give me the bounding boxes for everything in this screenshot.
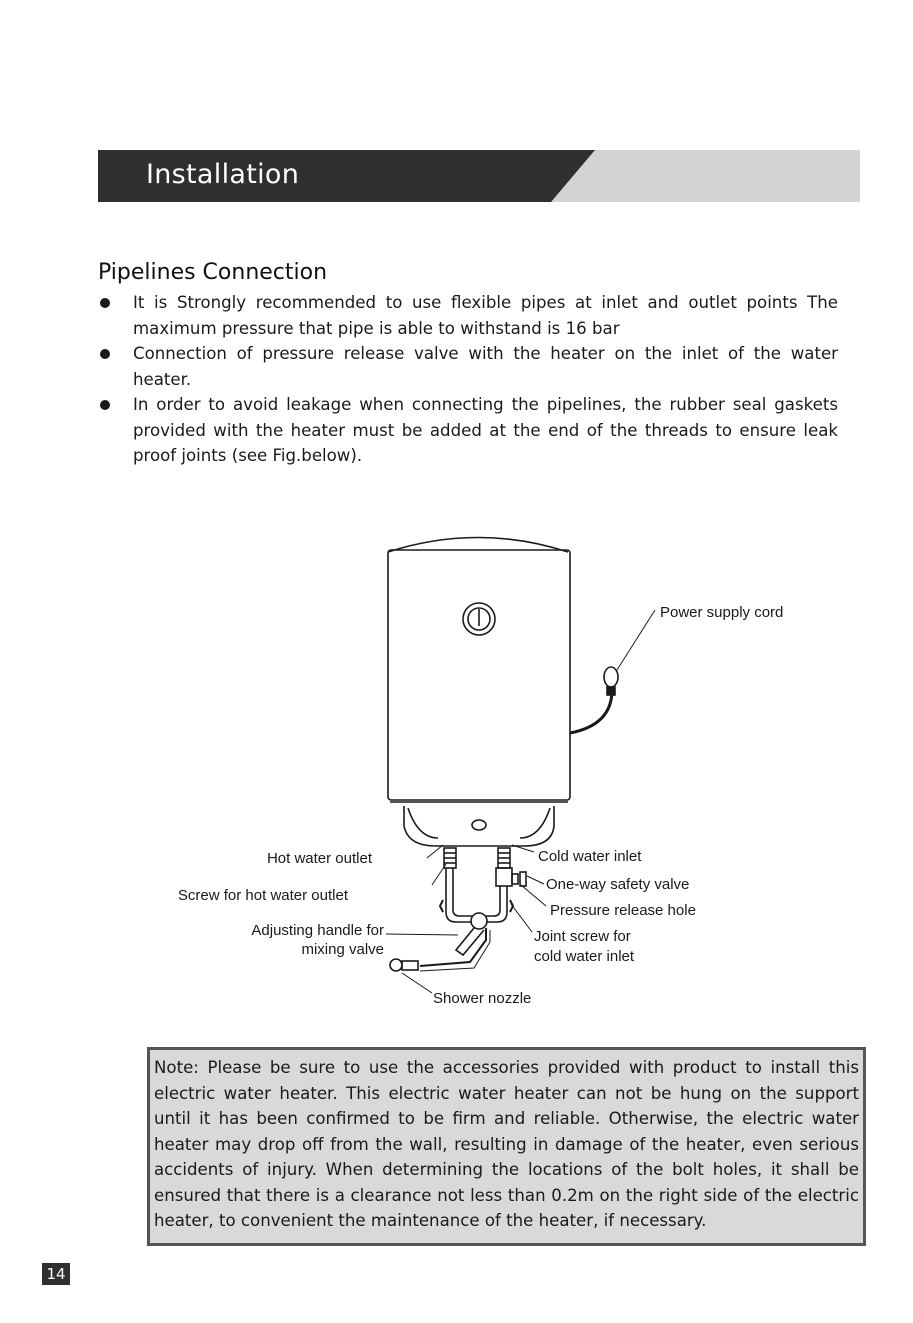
note-text: Note: Please be sure to use the accessories provided with product to install this electric water heater. This electric water heater can not be hung on the support until it has been confirmed to be firm and reliable. Otherwise, the electric water heater may drop off from the wall, resulting in damage of the heater, even serious accidents of injury. When determining the locations of the bolt holes, it shall be ensured that there is a clearance not less than 0.2m on the right side of the electric heater, to convenient the maintenance of the heater, if necessary. (154, 1058, 859, 1230)
shower-nozzle-body (402, 961, 418, 970)
label-cold-water-inlet: Cold water inlet (538, 848, 642, 865)
bottom-cover-detail (520, 808, 550, 838)
bullet-text: It is Strongly recommended to use flexible pipes at inlet and outlet points The maximum pressure that pipe is able to withstand is 16 bar (133, 293, 838, 338)
cold-water-pipe (486, 886, 500, 916)
mixing-valve (471, 913, 487, 929)
label-hot-water-outlet: Hot water outlet (266, 850, 372, 867)
shower-nozzle-icon (390, 959, 402, 971)
pressure-release-hole (520, 872, 526, 886)
indicator-light (472, 820, 486, 830)
label-joint-screw-line1: Joint screw for (534, 928, 631, 945)
label-power-supply-cord: Power supply cord (660, 604, 784, 621)
label-joint-screw-line2: cold water inlet (534, 948, 635, 965)
adjusting-handle (456, 928, 484, 955)
bullet-text: Connection of pressure release valve with the heater on the inlet of the water heater. (133, 344, 838, 389)
note-box (147, 1047, 866, 1246)
tank-body (388, 550, 570, 800)
subsection-title: Pipelines Connection (98, 260, 328, 285)
page-number: 14 (42, 1263, 70, 1285)
hot-water-pipe (446, 868, 472, 922)
label-one-way-safety-valve: One-way safety valve (546, 876, 690, 893)
bullet-text: In order to avoid leakage when connecting the pipelines, the rubber seal gaskets provided with the heater must be added at the end of the threads to ensure leak proof joints (see Fig.below). (133, 395, 838, 465)
power-cord (570, 690, 612, 733)
power-plug-base (607, 687, 615, 695)
section-header-title: Installation (146, 159, 300, 190)
bottom-cover (404, 806, 554, 846)
label-pressure-release-hole: Pressure release hole (550, 902, 696, 919)
label-adjusting-handle-line1: Adjusting handle for (251, 922, 384, 939)
label-screw-hot-water-outlet: Screw for hot water outlet (177, 887, 348, 904)
label-shower-nozzle: Shower nozzle (433, 990, 532, 1007)
power-plug-icon (604, 667, 618, 687)
bottom-cover-detail (408, 808, 438, 838)
pressure-release-lever (512, 874, 518, 884)
one-way-valve-body (496, 868, 512, 886)
shower-hose (420, 928, 486, 966)
label-adjusting-handle-line2: mixing valve (301, 941, 384, 958)
